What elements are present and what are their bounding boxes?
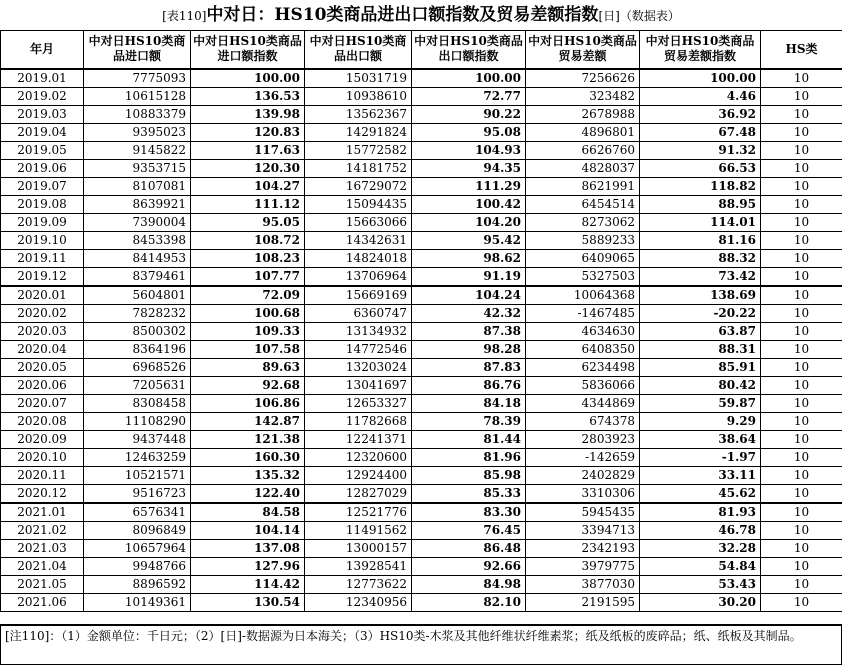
- cell-export-value: 13928541: [305, 557, 412, 575]
- table-title: [0, 0, 842, 30]
- header-balance-value: 中对日HS10类商品贸易差额: [526, 31, 640, 69]
- cell-import-value: 8379461: [84, 267, 191, 286]
- cell-import-value: 10149361: [84, 593, 191, 611]
- table-body: [1, 69, 842, 612]
- cell-balance-value: 3394713: [526, 521, 640, 539]
- cell-month: 2020.06: [1, 376, 84, 394]
- table-row: [1, 539, 842, 557]
- cell-hs-class: 10: [761, 394, 842, 412]
- cell-import-value: 9948766: [84, 557, 191, 575]
- cell-export-value: 12773622: [305, 575, 412, 593]
- table-row: [1, 105, 842, 123]
- cell-export-value: 12653327: [305, 394, 412, 412]
- cell-export-index: 87.83: [412, 358, 526, 376]
- cell-balance-value: 6626760: [526, 141, 640, 159]
- cell-import-index: 111.12: [191, 195, 305, 213]
- cell-export-index: 98.28: [412, 340, 526, 358]
- cell-hs-class: 10: [761, 195, 842, 213]
- cell-hs-class: 10: [761, 358, 842, 376]
- table-row: [1, 484, 842, 503]
- cell-balance-index: 9.29: [640, 412, 761, 430]
- cell-balance-value: 4828037: [526, 159, 640, 177]
- cell-export-index: 91.19: [412, 267, 526, 286]
- cell-import-index: 106.86: [191, 394, 305, 412]
- table-row: [1, 69, 842, 88]
- cell-export-value: 10938610: [305, 87, 412, 105]
- table-row: [1, 521, 842, 539]
- header-hs-class: HS类: [761, 31, 842, 69]
- cell-month: 2021.03: [1, 539, 84, 557]
- table-row: [1, 286, 842, 305]
- cell-import-index: 92.68: [191, 376, 305, 394]
- cell-month: 2021.05: [1, 575, 84, 593]
- table-row: [1, 503, 842, 522]
- cell-import-value: 10883379: [84, 105, 191, 123]
- cell-balance-index: 38.64: [640, 430, 761, 448]
- cell-export-index: 81.96: [412, 448, 526, 466]
- cell-export-index: 72.77: [412, 87, 526, 105]
- cell-month: 2019.03: [1, 105, 84, 123]
- cell-import-value: 8096849: [84, 521, 191, 539]
- cell-hs-class: 10: [761, 177, 842, 195]
- cell-month: 2019.04: [1, 123, 84, 141]
- cell-hs-class: 10: [761, 249, 842, 267]
- cell-hs-class: 10: [761, 267, 842, 286]
- cell-import-index: 104.14: [191, 521, 305, 539]
- cell-import-value: 10615128: [84, 87, 191, 105]
- cell-export-index: 95.42: [412, 231, 526, 249]
- cell-import-index: 137.08: [191, 539, 305, 557]
- cell-balance-index: 73.42: [640, 267, 761, 286]
- cell-import-value: 9516723: [84, 484, 191, 503]
- cell-import-index: 142.87: [191, 412, 305, 430]
- cell-balance-index: 45.62: [640, 484, 761, 503]
- table-row: [1, 340, 842, 358]
- cell-export-index: 81.44: [412, 430, 526, 448]
- header-export-index: 中对日HS10类商品出口额指数: [412, 31, 526, 69]
- cell-hs-class: 10: [761, 87, 842, 105]
- cell-balance-index: 81.93: [640, 503, 761, 522]
- cell-hs-class: 10: [761, 466, 842, 484]
- cell-import-index: 121.38: [191, 430, 305, 448]
- cell-balance-index: 91.32: [640, 141, 761, 159]
- cell-export-index: 100.00: [412, 69, 526, 88]
- cell-hs-class: 10: [761, 376, 842, 394]
- cell-import-index: 117.63: [191, 141, 305, 159]
- cell-export-index: 94.35: [412, 159, 526, 177]
- cell-hs-class: 10: [761, 231, 842, 249]
- table-row: [1, 412, 842, 430]
- cell-hs-class: 10: [761, 593, 842, 611]
- cell-balance-index: 100.00: [640, 69, 761, 88]
- cell-import-index: 107.58: [191, 340, 305, 358]
- cell-export-value: 13041697: [305, 376, 412, 394]
- cell-month: 2020.09: [1, 430, 84, 448]
- cell-export-value: 6360747: [305, 304, 412, 322]
- cell-import-index: 89.63: [191, 358, 305, 376]
- cell-import-value: 8364196: [84, 340, 191, 358]
- cell-balance-index: -1.97: [640, 448, 761, 466]
- cell-month: 2021.06: [1, 593, 84, 611]
- cell-import-value: 6576341: [84, 503, 191, 522]
- cell-export-value: 12241371: [305, 430, 412, 448]
- cell-export-index: 92.66: [412, 557, 526, 575]
- cell-import-index: 139.98: [191, 105, 305, 123]
- cell-balance-value: 2191595: [526, 593, 640, 611]
- cell-month: 2021.04: [1, 557, 84, 575]
- cell-balance-value: 6409065: [526, 249, 640, 267]
- cell-balance-value: 2803923: [526, 430, 640, 448]
- header-balance-index: 中对日HS10类商品贸易差额指数: [640, 31, 761, 69]
- cell-export-index: 90.22: [412, 105, 526, 123]
- table-row: [1, 466, 842, 484]
- table-row: [1, 231, 842, 249]
- cell-month: 2021.01: [1, 503, 84, 522]
- cell-balance-index: 59.87: [640, 394, 761, 412]
- cell-export-index: 76.45: [412, 521, 526, 539]
- table-row: [1, 557, 842, 575]
- cell-export-value: 15663066: [305, 213, 412, 231]
- cell-import-value: 8107081: [84, 177, 191, 195]
- cell-hs-class: 10: [761, 322, 842, 340]
- cell-balance-index: 85.91: [640, 358, 761, 376]
- source-tag: [日]: [598, 9, 620, 23]
- cell-month: 2020.07: [1, 394, 84, 412]
- cell-import-index: 108.23: [191, 249, 305, 267]
- trade-index-table: [0, 30, 842, 612]
- cell-balance-index: 80.42: [640, 376, 761, 394]
- cell-export-value: 15669169: [305, 286, 412, 305]
- cell-export-value: 14291824: [305, 123, 412, 141]
- cell-import-index: 130.54: [191, 593, 305, 611]
- cell-balance-index: 30.20: [640, 593, 761, 611]
- cell-export-index: 104.93: [412, 141, 526, 159]
- header-row: [1, 31, 842, 69]
- cell-export-value: 15772582: [305, 141, 412, 159]
- cell-hs-class: 10: [761, 141, 842, 159]
- cell-import-value: 11108290: [84, 412, 191, 430]
- cell-export-value: 13706964: [305, 267, 412, 286]
- cell-balance-value: -1467485: [526, 304, 640, 322]
- cell-export-value: 14181752: [305, 159, 412, 177]
- cell-balance-value: 5327503: [526, 267, 640, 286]
- cell-month: 2019.06: [1, 159, 84, 177]
- table-row: [1, 249, 842, 267]
- cell-export-index: 87.38: [412, 322, 526, 340]
- cell-import-value: 8308458: [84, 394, 191, 412]
- cell-import-value: 8896592: [84, 575, 191, 593]
- cell-balance-value: 5836066: [526, 376, 640, 394]
- cell-balance-value: 8621991: [526, 177, 640, 195]
- cell-balance-value: 5945435: [526, 503, 640, 522]
- cell-balance-value: 10064368: [526, 286, 640, 305]
- cell-hs-class: 10: [761, 304, 842, 322]
- cell-balance-value: 4634630: [526, 322, 640, 340]
- cell-import-index: 95.05: [191, 213, 305, 231]
- cell-export-value: 15031719: [305, 69, 412, 88]
- table-footnote: [注110]：（1）金额单位：千日元；（2）[日]-数据源为日本海关；（3）HS10类-木浆及其他纤维状纤维素浆；纸及纸板的废碎品；纸、纸板及其制品。: [0, 624, 842, 665]
- cell-import-value: 7775093: [84, 69, 191, 88]
- cell-month: 2020.04: [1, 340, 84, 358]
- cell-export-index: 85.98: [412, 466, 526, 484]
- table-row: [1, 448, 842, 466]
- cell-month: 2019.10: [1, 231, 84, 249]
- cell-import-index: 135.32: [191, 466, 305, 484]
- cell-export-value: 16729072: [305, 177, 412, 195]
- cell-month: 2019.07: [1, 177, 84, 195]
- cell-hs-class: 10: [761, 105, 842, 123]
- cell-balance-index: 88.95: [640, 195, 761, 213]
- cell-balance-index: 67.48: [640, 123, 761, 141]
- header-month: 年月: [1, 31, 84, 69]
- cell-export-value: 15094435: [305, 195, 412, 213]
- cell-month: 2020.10: [1, 448, 84, 466]
- cell-month: 2020.05: [1, 358, 84, 376]
- cell-export-value: 14824018: [305, 249, 412, 267]
- cell-balance-index: 66.53: [640, 159, 761, 177]
- cell-balance-value: -142659: [526, 448, 640, 466]
- cell-export-index: 82.10: [412, 593, 526, 611]
- cell-balance-value: 8273062: [526, 213, 640, 231]
- cell-import-index: 72.09: [191, 286, 305, 305]
- cell-month: 2019.09: [1, 213, 84, 231]
- cell-month: 2020.01: [1, 286, 84, 305]
- cell-balance-index: 4.46: [640, 87, 761, 105]
- cell-export-value: 13203024: [305, 358, 412, 376]
- cell-balance-value: 4896801: [526, 123, 640, 141]
- cell-import-value: 6968526: [84, 358, 191, 376]
- cell-export-index: 42.32: [412, 304, 526, 322]
- cell-export-index: 78.39: [412, 412, 526, 430]
- cell-import-index: 107.77: [191, 267, 305, 286]
- cell-balance-index: -20.22: [640, 304, 761, 322]
- cell-balance-index: 138.69: [640, 286, 761, 305]
- table-row: [1, 141, 842, 159]
- table-row: [1, 177, 842, 195]
- cell-balance-value: 3877030: [526, 575, 640, 593]
- cell-import-value: 12463259: [84, 448, 191, 466]
- cell-hs-class: 10: [761, 286, 842, 305]
- cell-export-index: 98.62: [412, 249, 526, 267]
- cell-balance-index: 88.32: [640, 249, 761, 267]
- cell-month: 2019.05: [1, 141, 84, 159]
- table-kind-label: （数据表）: [619, 9, 680, 23]
- cell-import-value: 9353715: [84, 159, 191, 177]
- cell-hs-class: 10: [761, 340, 842, 358]
- cell-export-index: 104.20: [412, 213, 526, 231]
- cell-hs-class: 10: [761, 503, 842, 522]
- cell-balance-index: 81.16: [640, 231, 761, 249]
- table-row: [1, 213, 842, 231]
- cell-export-index: 85.33: [412, 484, 526, 503]
- cell-import-index: 84.58: [191, 503, 305, 522]
- cell-hs-class: 10: [761, 123, 842, 141]
- cell-balance-value: 674378: [526, 412, 640, 430]
- cell-import-value: 8453398: [84, 231, 191, 249]
- cell-export-value: 13562367: [305, 105, 412, 123]
- cell-hs-class: 10: [761, 159, 842, 177]
- cell-balance-value: 3310306: [526, 484, 640, 503]
- cell-hs-class: 10: [761, 430, 842, 448]
- cell-import-index: 108.72: [191, 231, 305, 249]
- cell-hs-class: 10: [761, 521, 842, 539]
- cell-export-value: 11491562: [305, 521, 412, 539]
- cell-export-value: 13134932: [305, 322, 412, 340]
- cell-month: 2019.02: [1, 87, 84, 105]
- cell-import-value: 7390004: [84, 213, 191, 231]
- cell-export-index: 84.18: [412, 394, 526, 412]
- cell-export-value: 12320600: [305, 448, 412, 466]
- header-import-value: 中对日HS10类商品进口额: [84, 31, 191, 69]
- cell-export-value: 12827029: [305, 484, 412, 503]
- cell-balance-value: 6234498: [526, 358, 640, 376]
- cell-import-value: 5604801: [84, 286, 191, 305]
- cell-import-index: 127.96: [191, 557, 305, 575]
- cell-export-value: 14342631: [305, 231, 412, 249]
- cell-month: 2020.03: [1, 322, 84, 340]
- cell-import-value: 9395023: [84, 123, 191, 141]
- cell-month: 2019.01: [1, 69, 84, 88]
- cell-export-index: 86.48: [412, 539, 526, 557]
- table-main-title: 中对日：HS10类商品进出口额指数及贸易差额指数: [206, 5, 599, 25]
- cell-month: 2019.11: [1, 249, 84, 267]
- cell-import-value: 8414953: [84, 249, 191, 267]
- cell-import-index: 109.33: [191, 322, 305, 340]
- cell-export-value: 14772546: [305, 340, 412, 358]
- cell-export-value: 12521776: [305, 503, 412, 522]
- cell-balance-value: 4344869: [526, 394, 640, 412]
- cell-export-value: 11782668: [305, 412, 412, 430]
- cell-import-index: 160.30: [191, 448, 305, 466]
- cell-hs-class: 10: [761, 69, 842, 88]
- cell-import-index: 122.40: [191, 484, 305, 503]
- cell-import-index: 104.27: [191, 177, 305, 195]
- table-row: [1, 358, 842, 376]
- cell-export-value: 12924400: [305, 466, 412, 484]
- cell-import-index: 120.83: [191, 123, 305, 141]
- cell-export-index: 104.24: [412, 286, 526, 305]
- cell-balance-index: 46.78: [640, 521, 761, 539]
- cell-month: 2020.11: [1, 466, 84, 484]
- cell-balance-index: 114.01: [640, 213, 761, 231]
- cell-hs-class: 10: [761, 484, 842, 503]
- cell-import-index: 120.30: [191, 159, 305, 177]
- table-row: [1, 267, 842, 286]
- cell-month: 2021.02: [1, 521, 84, 539]
- cell-import-value: 10521571: [84, 466, 191, 484]
- cell-export-value: 13000157: [305, 539, 412, 557]
- table-row: [1, 304, 842, 322]
- table-row: [1, 376, 842, 394]
- cell-import-index: 100.68: [191, 304, 305, 322]
- cell-month: 2020.02: [1, 304, 84, 322]
- cell-import-value: 7205631: [84, 376, 191, 394]
- cell-import-value: 9437448: [84, 430, 191, 448]
- table-row: [1, 322, 842, 340]
- table-row: [1, 394, 842, 412]
- cell-export-index: 95.08: [412, 123, 526, 141]
- cell-export-value: 12340956: [305, 593, 412, 611]
- cell-hs-class: 10: [761, 539, 842, 557]
- cell-month: 2019.12: [1, 267, 84, 286]
- cell-balance-value: 323482: [526, 87, 640, 105]
- header-export-value: 中对日HS10类商品出口额: [305, 31, 412, 69]
- table-row: [1, 430, 842, 448]
- cell-balance-value: 6408350: [526, 340, 640, 358]
- cell-export-index: 83.30: [412, 503, 526, 522]
- table-number-tag: [表110]: [162, 9, 207, 23]
- cell-hs-class: 10: [761, 412, 842, 430]
- cell-balance-index: 33.11: [640, 466, 761, 484]
- table-row: [1, 575, 842, 593]
- cell-balance-index: 88.31: [640, 340, 761, 358]
- cell-balance-index: 32.28: [640, 539, 761, 557]
- cell-balance-index: 63.87: [640, 322, 761, 340]
- cell-export-index: 100.42: [412, 195, 526, 213]
- cell-month: 2020.08: [1, 412, 84, 430]
- header-import-index: 中对日HS10类商品进口额指数: [191, 31, 305, 69]
- cell-import-index: 100.00: [191, 69, 305, 88]
- table-row: [1, 159, 842, 177]
- cell-import-value: 8500302: [84, 322, 191, 340]
- cell-balance-value: 3979775: [526, 557, 640, 575]
- cell-balance-value: 2402829: [526, 466, 640, 484]
- cell-month: 2019.08: [1, 195, 84, 213]
- cell-import-value: 8639921: [84, 195, 191, 213]
- cell-balance-index: 54.84: [640, 557, 761, 575]
- cell-balance-value: 5889233: [526, 231, 640, 249]
- cell-export-index: 86.76: [412, 376, 526, 394]
- cell-import-value: 10657964: [84, 539, 191, 557]
- cell-export-index: 111.29: [412, 177, 526, 195]
- cell-balance-value: 6454514: [526, 195, 640, 213]
- cell-balance-value: 2678988: [526, 105, 640, 123]
- cell-hs-class: 10: [761, 575, 842, 593]
- table-row: [1, 123, 842, 141]
- cell-balance-index: 53.43: [640, 575, 761, 593]
- table-row: [1, 195, 842, 213]
- cell-import-value: 7828232: [84, 304, 191, 322]
- cell-balance-index: 36.92: [640, 105, 761, 123]
- cell-month: 2020.12: [1, 484, 84, 503]
- cell-balance-value: 2342193: [526, 539, 640, 557]
- cell-export-index: 84.98: [412, 575, 526, 593]
- cell-hs-class: 10: [761, 213, 842, 231]
- cell-balance-value: 7256626: [526, 69, 640, 88]
- cell-hs-class: 10: [761, 557, 842, 575]
- table-row: [1, 593, 842, 611]
- cell-import-value: 9145822: [84, 141, 191, 159]
- cell-import-index: 136.53: [191, 87, 305, 105]
- cell-balance-index: 118.82: [640, 177, 761, 195]
- table-row: [1, 87, 842, 105]
- cell-import-index: 114.42: [191, 575, 305, 593]
- cell-hs-class: 10: [761, 448, 842, 466]
